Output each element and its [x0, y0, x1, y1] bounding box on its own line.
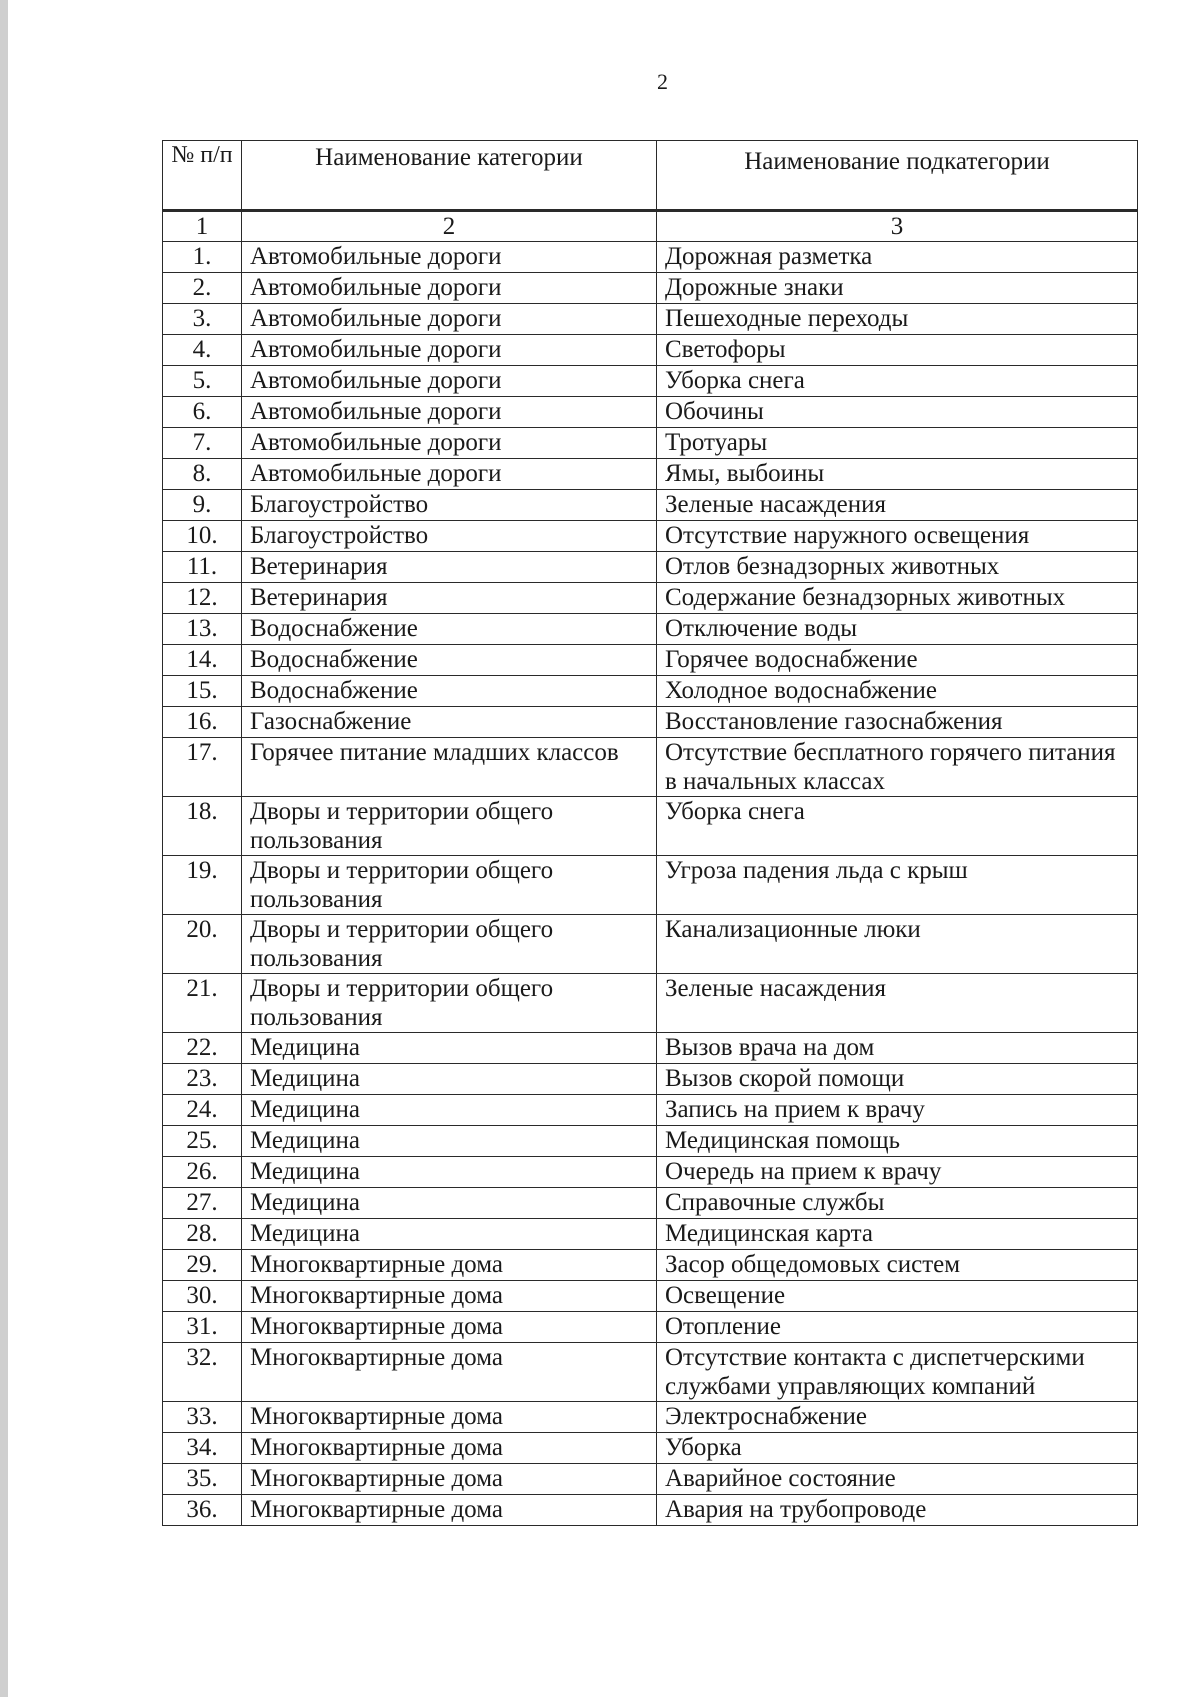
row-subcategory: Медицинская помощь: [657, 1126, 1138, 1157]
table-row: [163, 552, 1138, 583]
row-number: 36.: [163, 1495, 242, 1526]
row-category: Многоквартирные дома: [242, 1343, 657, 1402]
row-number: 18.: [163, 797, 242, 856]
row-category: Многоквартирные дома: [242, 1281, 657, 1312]
row-category: Ветеринария: [242, 583, 657, 614]
row-subcategory: Освещение: [657, 1281, 1138, 1312]
row-number: 26.: [163, 1157, 242, 1188]
row-subcategory: Справочные службы: [657, 1188, 1138, 1219]
row-subcategory: Отсутствие бесплатного горячего питания в начальных классах: [657, 738, 1138, 797]
categories-table: [162, 140, 1138, 1526]
row-subcategory: Отопление: [657, 1312, 1138, 1343]
table-row: [163, 1219, 1138, 1250]
row-subcategory: Уборка снега: [657, 366, 1138, 397]
row-category: Дворы и территории общего пользования: [242, 974, 657, 1033]
table-row: [163, 1250, 1138, 1281]
table-row: [163, 521, 1138, 552]
table-row: [163, 366, 1138, 397]
row-subcategory: Угроза падения льда с крыш: [657, 856, 1138, 915]
row-subcategory: Ямы, выбоины: [657, 459, 1138, 490]
table-row: [163, 428, 1138, 459]
column-number: 2: [242, 211, 657, 242]
row-subcategory: Светофоры: [657, 335, 1138, 366]
row-category: Благоустройство: [242, 521, 657, 552]
row-category: Водоснабжение: [242, 676, 657, 707]
row-subcategory: Тротуары: [657, 428, 1138, 459]
row-number: 1.: [163, 242, 242, 273]
row-number: 32.: [163, 1343, 242, 1402]
row-category: Горячее питание младших классов: [242, 738, 657, 797]
row-subcategory: Авария на трубопроводе: [657, 1495, 1138, 1526]
row-number: 3.: [163, 304, 242, 335]
header-subcategory: Наименование подкатегории: [657, 141, 1138, 211]
table-row: [163, 1495, 1138, 1526]
row-subcategory: Содержание безнадзорных животных: [657, 583, 1138, 614]
row-subcategory: Уборка снега: [657, 797, 1138, 856]
header-number: № п/п: [163, 141, 242, 211]
row-subcategory: Медицинская карта: [657, 1219, 1138, 1250]
table-body: [163, 242, 1138, 1526]
row-category: Дворы и территории общего пользования: [242, 915, 657, 974]
row-subcategory: Засор общедомовых систем: [657, 1250, 1138, 1281]
row-number: 29.: [163, 1250, 242, 1281]
row-number: 7.: [163, 428, 242, 459]
row-subcategory: Электроснабжение: [657, 1402, 1138, 1433]
row-number: 11.: [163, 552, 242, 583]
column-number: 3: [657, 211, 1138, 242]
row-number: 33.: [163, 1402, 242, 1433]
row-category: Многоквартирные дома: [242, 1402, 657, 1433]
table-row: [163, 1402, 1138, 1433]
table-row: [163, 645, 1138, 676]
row-subcategory: Канализационные люки: [657, 915, 1138, 974]
table-row: [163, 1281, 1138, 1312]
row-category: Медицина: [242, 1188, 657, 1219]
table-row: [163, 1064, 1138, 1095]
header-category: Наименование категории: [242, 141, 657, 211]
table-row: [163, 1343, 1138, 1402]
column-numbers-row: [163, 211, 1138, 242]
row-number: 30.: [163, 1281, 242, 1312]
row-category: Благоустройство: [242, 490, 657, 521]
row-number: 21.: [163, 974, 242, 1033]
row-category: Автомобильные дороги: [242, 366, 657, 397]
row-category: Водоснабжение: [242, 645, 657, 676]
row-category: Автомобильные дороги: [242, 304, 657, 335]
row-subcategory: Аварийное состояние: [657, 1464, 1138, 1495]
row-subcategory: Зеленые насаждения: [657, 974, 1138, 1033]
row-number: 5.: [163, 366, 242, 397]
row-number: 34.: [163, 1433, 242, 1464]
row-number: 27.: [163, 1188, 242, 1219]
table-row: [163, 490, 1138, 521]
row-number: 17.: [163, 738, 242, 797]
row-number: 19.: [163, 856, 242, 915]
table-row: [163, 676, 1138, 707]
table-row: [163, 1033, 1138, 1064]
row-number: 9.: [163, 490, 242, 521]
row-number: 20.: [163, 915, 242, 974]
row-category: Дворы и территории общего пользования: [242, 797, 657, 856]
table-row: [163, 1095, 1138, 1126]
table-row: [163, 335, 1138, 366]
row-category: Медицина: [242, 1219, 657, 1250]
row-number: 12.: [163, 583, 242, 614]
table-row: [163, 1433, 1138, 1464]
table-row: [163, 738, 1138, 797]
row-subcategory: Отлов безнадзорных животных: [657, 552, 1138, 583]
row-category: Ветеринария: [242, 552, 657, 583]
row-subcategory: Отключение воды: [657, 614, 1138, 645]
row-number: 4.: [163, 335, 242, 366]
row-category: Автомобильные дороги: [242, 397, 657, 428]
row-number: 16.: [163, 707, 242, 738]
row-subcategory: Горячее водоснабжение: [657, 645, 1138, 676]
row-category: Автомобильные дороги: [242, 242, 657, 273]
row-subcategory: Пешеходные переходы: [657, 304, 1138, 335]
row-number: 13.: [163, 614, 242, 645]
row-number: 15.: [163, 676, 242, 707]
row-category: Автомобильные дороги: [242, 273, 657, 304]
table-row: [163, 242, 1138, 273]
row-number: 23.: [163, 1064, 242, 1095]
row-number: 10.: [163, 521, 242, 552]
row-number: 2.: [163, 273, 242, 304]
row-category: Дворы и территории общего пользования: [242, 856, 657, 915]
table-row: [163, 1126, 1138, 1157]
scan-left-edge: [0, 0, 8, 1697]
table-row: [163, 273, 1138, 304]
table-row: [163, 974, 1138, 1033]
row-category: Медицина: [242, 1064, 657, 1095]
row-subcategory: Отсутствие контакта с диспетчерскими службами управляющих компаний: [657, 1343, 1138, 1402]
row-number: 25.: [163, 1126, 242, 1157]
row-category: Многоквартирные дома: [242, 1312, 657, 1343]
table-row: [163, 797, 1138, 856]
row-subcategory: Уборка: [657, 1433, 1138, 1464]
table-row: [163, 1188, 1138, 1219]
row-number: 8.: [163, 459, 242, 490]
row-subcategory: Холодное водоснабжение: [657, 676, 1138, 707]
row-category: Многоквартирные дома: [242, 1250, 657, 1281]
row-number: 28.: [163, 1219, 242, 1250]
row-category: Водоснабжение: [242, 614, 657, 645]
table-row: [163, 614, 1138, 645]
row-number: 35.: [163, 1464, 242, 1495]
table-row: [163, 583, 1138, 614]
row-category: Медицина: [242, 1033, 657, 1064]
table-header-row: [163, 141, 1138, 211]
table-row: [163, 1464, 1138, 1495]
row-number: 24.: [163, 1095, 242, 1126]
row-category: Многоквартирные дома: [242, 1495, 657, 1526]
row-subcategory: Дорожная разметка: [657, 242, 1138, 273]
row-category: Медицина: [242, 1157, 657, 1188]
table-row: [163, 1157, 1138, 1188]
row-category: Автомобильные дороги: [242, 459, 657, 490]
row-category: Газоснабжение: [242, 707, 657, 738]
table-row: [163, 459, 1138, 490]
row-subcategory: Очередь на прием к врачу: [657, 1157, 1138, 1188]
page-number: 2: [657, 69, 668, 94]
row-subcategory: Восстановление газоснабжения: [657, 707, 1138, 738]
row-category: Многоквартирные дома: [242, 1464, 657, 1495]
row-subcategory: Обочины: [657, 397, 1138, 428]
row-number: 14.: [163, 645, 242, 676]
row-subcategory: Вызов скорой помощи: [657, 1064, 1138, 1095]
row-subcategory: Вызов врача на дом: [657, 1033, 1138, 1064]
row-category: Медицина: [242, 1095, 657, 1126]
row-subcategory: Отсутствие наружного освещения: [657, 521, 1138, 552]
row-subcategory: Зеленые насаждения: [657, 490, 1138, 521]
table-row: [163, 397, 1138, 428]
row-category: Автомобильные дороги: [242, 335, 657, 366]
row-category: Многоквартирные дома: [242, 1433, 657, 1464]
row-category: Медицина: [242, 1126, 657, 1157]
table-row: [163, 915, 1138, 974]
table-row: [163, 1312, 1138, 1343]
table-row: [163, 304, 1138, 335]
table-row: [163, 707, 1138, 738]
column-number: 1: [163, 211, 242, 242]
row-number: 31.: [163, 1312, 242, 1343]
row-number: 22.: [163, 1033, 242, 1064]
table-row: [163, 856, 1138, 915]
row-category: Автомобильные дороги: [242, 428, 657, 459]
row-subcategory: Запись на прием к врачу: [657, 1095, 1138, 1126]
row-number: 6.: [163, 397, 242, 428]
row-subcategory: Дорожные знаки: [657, 273, 1138, 304]
